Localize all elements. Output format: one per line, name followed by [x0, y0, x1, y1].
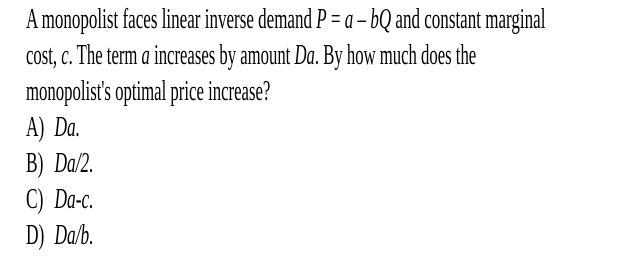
- question-text: cost,: [26, 40, 62, 71]
- change-variable: Da: [294, 40, 315, 71]
- question-text: increases by amount: [149, 40, 295, 71]
- answer-option-c: [26, 186, 94, 214]
- intercept-variable: a: [141, 40, 150, 71]
- question-line-2: [26, 42, 476, 70]
- option-letter: B): [26, 148, 44, 179]
- minus-sign: –: [353, 4, 371, 35]
- answer-option-b: [26, 150, 94, 178]
- option-text: Da/b.: [54, 220, 94, 251]
- question-text: monopolist's optimal price increase?: [26, 76, 271, 107]
- option-text: Da.: [54, 112, 81, 143]
- question-text: A monopolist faces linear inverse demand: [26, 4, 317, 35]
- question-text: . By how much does the: [314, 40, 477, 71]
- answer-option-a: [26, 114, 80, 142]
- option-text: Da-c.: [54, 184, 94, 215]
- option-letter: D): [26, 220, 45, 251]
- intercept-variable: a: [344, 4, 354, 35]
- slope-term: bQ: [370, 4, 392, 35]
- option-letter: C): [26, 184, 44, 215]
- price-variable: P: [316, 4, 327, 35]
- option-text: Da/2.: [54, 148, 94, 179]
- equals-sign: =: [326, 4, 345, 35]
- cost-variable: c: [61, 40, 69, 71]
- question-line-3: [26, 78, 270, 106]
- option-letter: A): [26, 112, 45, 143]
- answer-option-d: [26, 222, 94, 250]
- question-text: . The term: [68, 40, 142, 71]
- question-line-1: [26, 6, 545, 34]
- question-text: and constant marginal: [391, 4, 546, 35]
